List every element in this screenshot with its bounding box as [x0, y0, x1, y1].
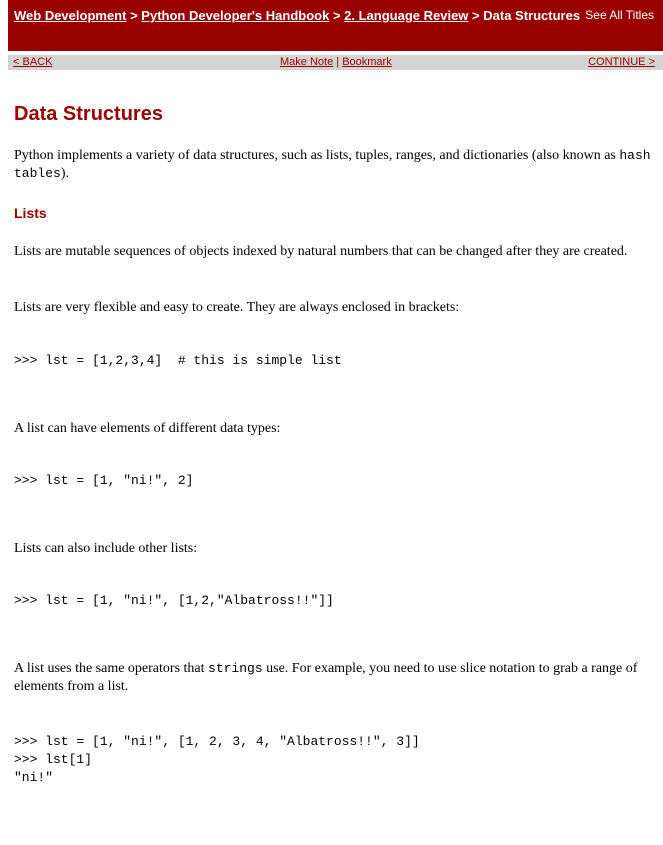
lists-heading: Lists	[14, 205, 47, 221]
breadcrumb-separator: >	[130, 8, 138, 23]
code4-line-3: "ni!"	[14, 770, 54, 785]
code-example-1: >>> lst = [1,2,3,4] # this is simple list	[14, 353, 342, 368]
see-all-titles-link[interactable]: See All Titles	[585, 8, 654, 22]
breadcrumb-web-development[interactable]: Web Development	[14, 8, 127, 23]
page-nav-bar	[8, 55, 663, 70]
breadcrumb-handbook[interactable]: Python Developer's Handbook	[141, 8, 330, 23]
note-bookmark-group	[280, 56, 392, 68]
code4-line-2: >>> lst[1]	[14, 752, 93, 767]
code-example-4	[14, 733, 420, 787]
p5-text-a: A list uses the same operators that	[14, 661, 205, 676]
breadcrumb-current: Data Structures	[483, 8, 581, 23]
breadcrumb-language-review[interactable]: 2. Language Review	[344, 8, 469, 23]
lists-paragraph-3: A list can have elements of different data types:	[14, 421, 281, 436]
p5-text-b: use. For example, you need to use slice notation to grab a range of elements from a list.	[14, 661, 638, 694]
lists-paragraph-1: Lists are mutable sequences of objects indexed by natural numbers that can be changed after they are created.	[14, 244, 628, 259]
lists-paragraph-2: Lists are very flexible and easy to create. They are always enclosed in brackets:	[14, 300, 460, 315]
breadcrumb-separator: >	[332, 8, 341, 23]
intro-text: Python implements a variety of data structures, such as lists, tuples, ranges, and dictionaries (also known as	[14, 148, 616, 163]
back-link[interactable]: < BACK	[13, 56, 53, 68]
continue-link[interactable]: CONTINUE >	[588, 56, 655, 68]
code4-line-1: >>> lst = [1, "ni!", [1, 2, 3, 4, "Albatross!!", 3]]	[14, 734, 420, 749]
code-example-3: >>> lst = [1, "ni!", [1,2,"Albatross!!"]]	[14, 593, 334, 608]
breadcrumb	[14, 8, 580, 23]
header-bar	[8, 0, 663, 51]
p5-code: strings	[208, 661, 263, 676]
code-example-2: >>> lst = [1, "ni!", 2]	[14, 473, 194, 488]
make-note-link[interactable]: Make Note	[280, 56, 334, 68]
page-title: Data Structures	[14, 103, 163, 125]
intro-code: hash tables	[14, 148, 651, 181]
lists-paragraph-5	[14, 660, 656, 696]
breadcrumb-separator: >	[472, 8, 480, 23]
intro-end: ).	[60, 166, 69, 181]
bookmark-link[interactable]: Bookmark	[342, 56, 392, 68]
nav-divider: |	[336, 56, 340, 68]
intro-paragraph	[14, 147, 656, 183]
lists-paragraph-4: Lists can also include other lists:	[14, 541, 198, 556]
